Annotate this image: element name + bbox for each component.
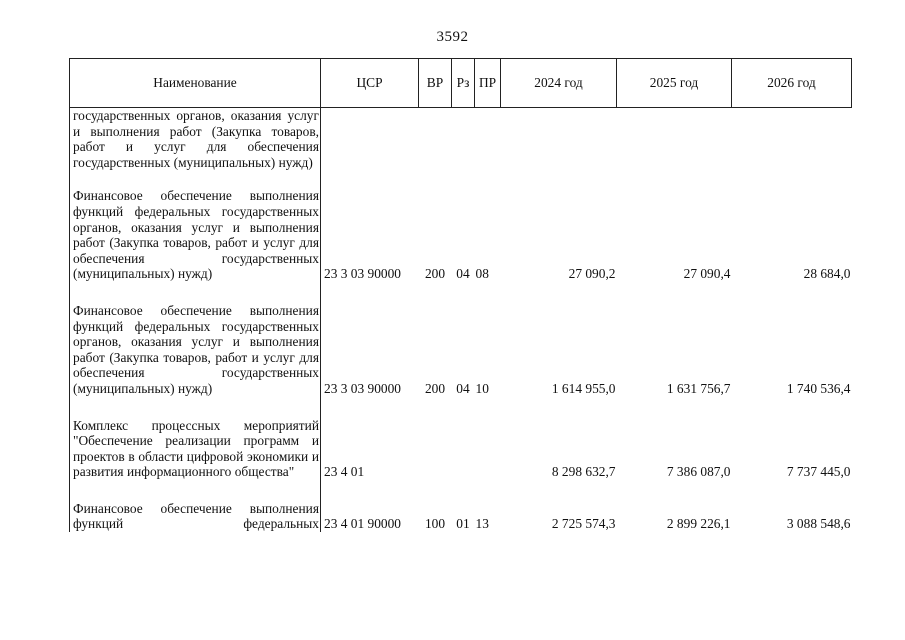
header-rz: Рз (452, 59, 475, 108)
row-2025 (617, 108, 732, 171)
header-row (70, 59, 852, 108)
table-row (70, 303, 852, 397)
row-spacer (70, 397, 852, 418)
row-vr (419, 108, 452, 171)
row-spacer (70, 170, 852, 188)
row-2024: 1 614 955,0 (551, 380, 616, 396)
spacer-cell (321, 397, 852, 418)
row-csr: 23 4 01 (324, 464, 365, 480)
header-2026: 2026 год (732, 59, 852, 108)
row-name: Финансовое обеспечение выполнения функций федеральных (70, 501, 321, 532)
row-csr: 23 4 01 90000 (324, 516, 401, 532)
header-2025: 2025 год (617, 59, 732, 108)
spacer-cell (321, 282, 852, 303)
row-2026 (732, 108, 852, 171)
row-vr (419, 418, 452, 480)
table-row (70, 188, 852, 282)
row-vr: 200 (424, 266, 446, 282)
spacer-cell (70, 282, 321, 303)
row-pr: 08 (475, 266, 489, 282)
row-rz: 04 (456, 266, 470, 282)
row-rz (452, 108, 475, 171)
row-2024: 27 090,2 (568, 266, 616, 282)
row-2025: 7 386 087,0 (666, 464, 731, 480)
table-row (70, 418, 852, 480)
spacer-cell (70, 397, 321, 418)
row-csr (321, 108, 419, 171)
row-spacer (70, 480, 852, 501)
spacer-cell (321, 480, 852, 501)
row-vr: 200 (424, 380, 446, 396)
row-pr: 13 (475, 516, 489, 532)
row-2026: 7 737 445,0 (786, 464, 851, 480)
row-csr: 23 3 03 90000 (324, 266, 401, 282)
row-csr: 23 3 03 90000 (324, 380, 401, 396)
table-row (70, 108, 852, 171)
row-2024: 2 725 574,3 (551, 516, 616, 532)
row-spacer (70, 282, 852, 303)
row-pr: 10 (475, 380, 489, 396)
row-vr: 100 (424, 516, 446, 532)
row-2026: 28 684,0 (803, 266, 851, 282)
row-pr (475, 108, 501, 171)
header-name: Наименование (70, 59, 321, 108)
row-2025: 27 090,4 (683, 266, 731, 282)
row-pr (475, 418, 501, 480)
row-name: Финансовое обеспечение выполнения функций федеральных государственных органов, оказания услуг и выполнения работ (Закупка товаров, работ и услуг для обеспечения государственных (муниципальных) нужд) (70, 303, 321, 397)
spacer-cell (321, 170, 852, 188)
header-pr: ПР (475, 59, 501, 108)
row-2025: 2 899 226,1 (666, 516, 731, 532)
header-vr: ВР (419, 59, 452, 108)
spacer-cell (70, 480, 321, 501)
row-name: государственных органов, оказания услуг и выполнения работ (Закупка товаров, работ и услуг для обеспечения государственных (муниципальных) нужд) (70, 108, 321, 171)
row-2026: 3 088 548,6 (786, 516, 851, 532)
row-rz (452, 418, 475, 480)
row-rz: 04 (456, 380, 470, 396)
spacer-cell (70, 170, 321, 188)
table-row (70, 501, 852, 532)
header-csr: ЦСР (321, 59, 419, 108)
row-rz: 01 (456, 516, 470, 532)
budget-table (69, 58, 852, 532)
row-2026: 1 740 536,4 (786, 380, 851, 396)
row-2025: 1 631 756,7 (666, 380, 731, 396)
row-name: Финансовое обеспечение выполнения функций федеральных государственных органов, оказания услуг и выполнения работ (Закупка товаров, работ и услуг для обеспечения государственных (муниципальных) нужд) (70, 188, 321, 282)
row-2024 (501, 108, 617, 171)
row-name: Комплекс процессных мероприятий "Обеспечение реализации программ и проектов в области цифровой экономики и развития информационного общества" (70, 418, 321, 480)
header-2024: 2024 год (501, 59, 617, 108)
page-number: 3592 (436, 29, 469, 45)
row-2024: 8 298 632,7 (551, 464, 616, 480)
